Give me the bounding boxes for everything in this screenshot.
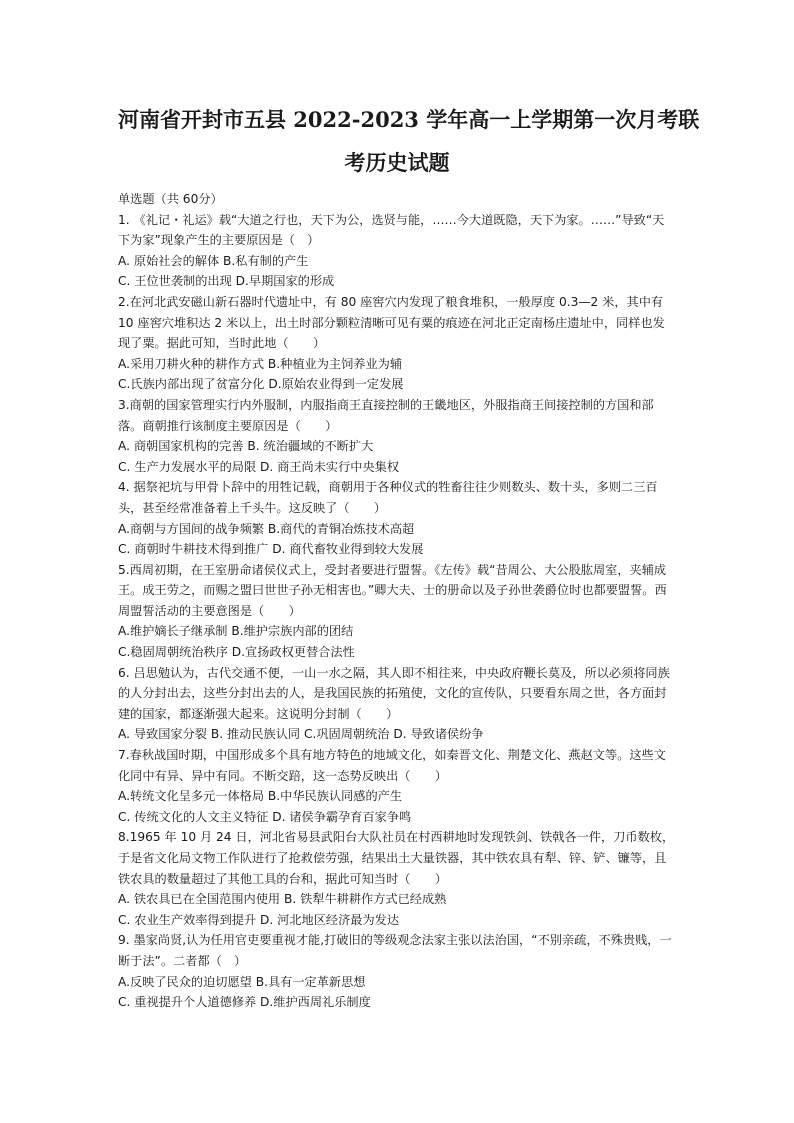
question-options: A. 原始社会的解体 B.私有制的产生 xyxy=(118,253,309,268)
question-options: C.氏族内部出现了贫富分化 D.原始农业得到一定发展 xyxy=(118,377,404,392)
question-options: A.反映了民众的迫切愿望 B.具有一定革新思想 xyxy=(118,974,366,989)
question-options: A. 商朝国家机构的完善 B. 统治疆域的不断扩大 xyxy=(118,439,374,454)
question-stem: 8.1965 年 10 月 24 日，河北省易县武阳台大队社员在村西耕地时发现铁剑、铁戟各一件，刀币数枚，于是省文化局文物工作队进行了抢救偿劳强，结果出土大量铁器，其中铁农具有犁、锌、铲、镰等，且铁农具的数量超过了其他工具的台和，据此可知当时（ ） xyxy=(118,830,675,886)
question-stem: 7.春秋战国时期，中国形成多个具有地方特色的地域文化，如秦晋文化、荆楚文化、燕赵文等。这些文化同中有异、异中有同。不断交踣，这一态势反映出（ ） xyxy=(118,748,666,783)
question-6 xyxy=(118,663,676,745)
question-options: A.转统文化呈多元一体格局 B.中华民族认同感的产生 xyxy=(118,789,403,804)
question-options: A.维护嫡长子继承制 B.维护宗族内部的团结 xyxy=(118,624,354,639)
question-options: A.商朝与方国间的战争频繁 B.商代的青铜冶炼技术高超 xyxy=(118,521,415,536)
question-stem: 2.在河北武安磁山新石器时代遗址中，有 80 座窖穴内发现了粮食堆积，一般厚度 0.3—2 米，其中有 10 座窖穴堆积达 2 米以上，出土时部分颗粒清晰可见有粟的痕迹在河北正定南杨庄遗址中，同样也发现了粟。据此可知，当时此地（ ） xyxy=(118,294,665,351)
question-options: C. 生产力发展水平的局限 D. 商王尚未实行中央集权 xyxy=(118,459,400,474)
question-stem: 6. 吕思勉认为，古代交通不便，一山一水之隔，其人即不相往来，中央政府鞭长莫及，所以必须将同族的人分封出去，这些分封出去的人，是我国民族的拓殖使，文化的宣传队，只要看东周之世，各方面封建的国家，都逐渐强大起来。这说明分封制（ ） xyxy=(118,665,670,721)
question-options: A. 铁农具已在全国范围内使用 B. 铁犁牛耕耕作方式已经成熟 xyxy=(118,892,447,907)
question-stem: 5.西周初期，在王室册命诸侯仪式上，受封者要进行盟誓。《左传》载“昔周公、大公股肱周室，夹辅成王。成王劳之，而赐之盟曰世世子孙无相害也。”卿大夫、士的册命以及子孙世袭爵位时也都要盟誓。西周盟誓活动的主要意图是（ ） xyxy=(118,562,667,618)
question-stem: 3.商朝的国家管理实行内外服制，内服指商王直接控制的王畿地区，外服指商王间接控制的方国和部落。商朝推行该制度主要原因是（ ） xyxy=(118,397,654,433)
question-1 xyxy=(118,210,676,292)
question-options: A. 导致国家分裂 B. 推动民族认同 C.巩固周朝统治 D. 导致诸侯纷争 xyxy=(118,727,484,742)
question-2 xyxy=(118,292,676,395)
question-options: A.采用刀耕火种的耕作方式 B.种植业为主饲养业为辅 xyxy=(118,356,403,371)
exam-title-line-1: 河南省开封市五县 2022-2023 学年高一上学期第一次月考联 xyxy=(118,107,700,132)
question-options: C. 传统文化的人文主义特征 D. 诸侯争霸孕育百家争鸣 xyxy=(118,809,412,824)
question-stem: 1. 《礼记・礼运》载“大道之行也，天下为公，选贤与能，……今大道既隐，天下为家。……”导致“天下为家”现象产生的主要原因是（ ） xyxy=(118,212,665,248)
question-options: C. 重视提升个人道德修养 D.维护西周礼乐制度 xyxy=(118,995,371,1010)
question-stem: 4. 据祭祀坑与甲骨卜辞中的用牲记载，商朝用于各种仪式的牲畜往往少则数头、数十头，多则二三百头，甚至经常准备着上千头牛。这反映了（ ） xyxy=(118,480,658,515)
question-options: C. 王位世袭制的出现 D.早期国家的形成 xyxy=(118,274,335,289)
question-stem: 9. 墨家尚贤,认为任用官吏要重视才能,打破旧的等级观念法家主张以法治国，“不别亲疏，不殊贵贱，一断于法”。二者都（ ） xyxy=(118,933,672,968)
question-options: C. 商朝时牛耕技术得到推广 D. 商代畜牧业得到较大发展 xyxy=(118,542,424,557)
question-3 xyxy=(118,395,676,477)
question-options: C.稳固周朝统治秩序 D.宣扬政权更替合法性 xyxy=(118,645,355,660)
question-options: C. 农业生产效率得到提升 D. 河北地区经济最为发达 xyxy=(118,912,400,927)
question-4 xyxy=(118,477,676,559)
question-9 xyxy=(118,930,676,1012)
question-7 xyxy=(118,745,676,827)
exam-title-line-2: 考历史试题 xyxy=(344,150,450,175)
exam-title xyxy=(118,102,700,181)
section-heading: 单选题（共 60分） xyxy=(118,192,223,206)
question-5 xyxy=(118,560,676,663)
question-8 xyxy=(118,827,676,930)
